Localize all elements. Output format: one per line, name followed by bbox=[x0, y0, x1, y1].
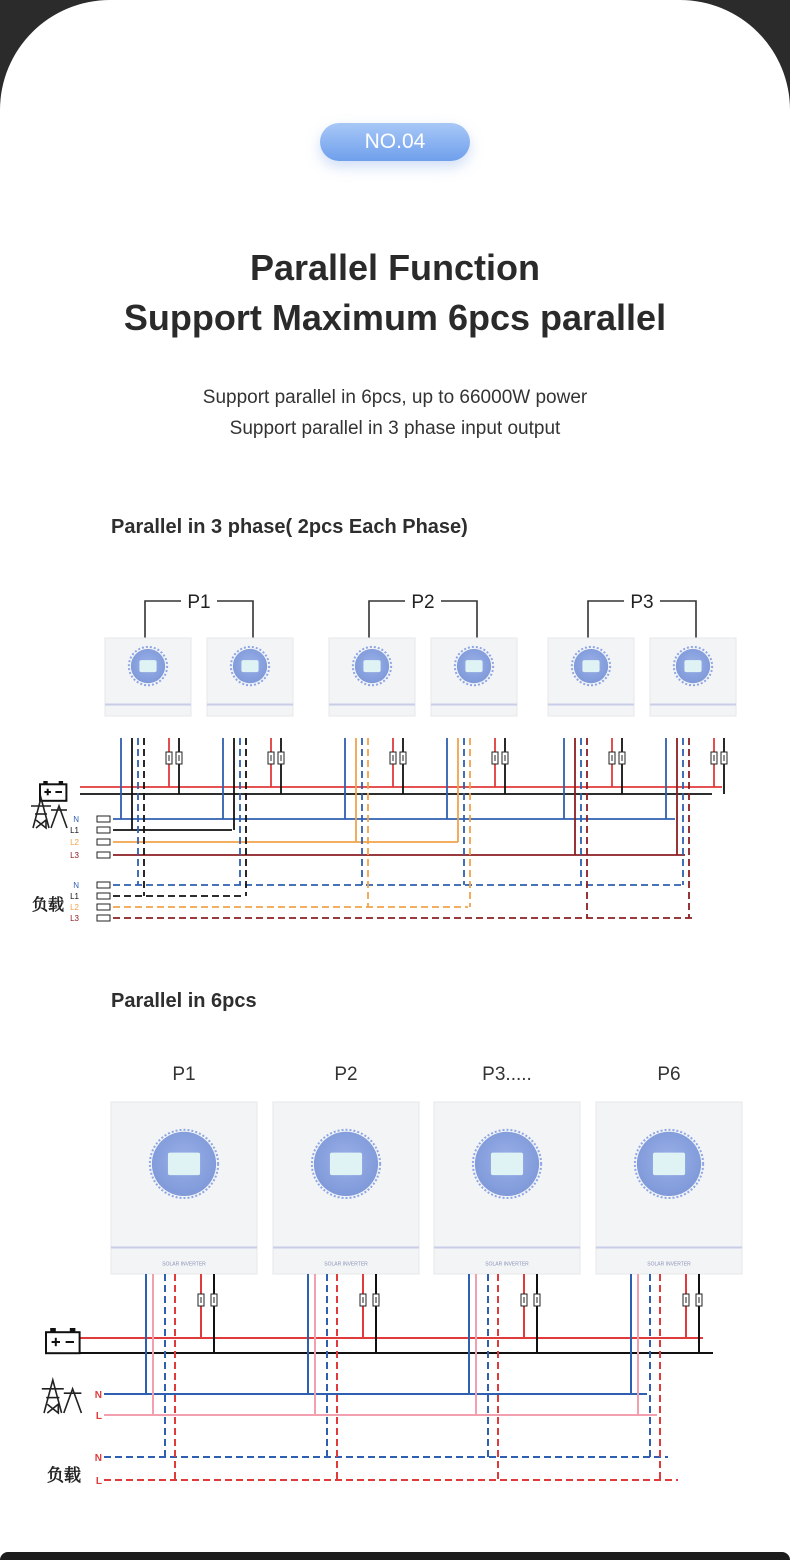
breaker-icon bbox=[166, 752, 172, 764]
breaker-icon bbox=[721, 752, 727, 764]
battery-icon bbox=[40, 781, 66, 801]
inverter-unit-6pcs-2 bbox=[273, 1102, 419, 1274]
lcd-screen bbox=[241, 660, 258, 672]
bottom-edge bbox=[0, 1552, 790, 1560]
breaker-icon bbox=[696, 1294, 702, 1306]
battery-icon bbox=[46, 1328, 80, 1353]
breaker-icon bbox=[211, 1294, 217, 1306]
grid-line-label-n: N bbox=[73, 815, 79, 824]
battery-terminal bbox=[50, 1328, 56, 1332]
inverter-stripe bbox=[273, 1246, 419, 1248]
breaker-icon bbox=[198, 1294, 204, 1306]
inverter-unit-3phase-5 bbox=[548, 638, 634, 716]
load-line-label-l1: L1 bbox=[70, 892, 79, 901]
inverter-unit-3phase-3 bbox=[329, 638, 415, 716]
group-label-p2: P2 bbox=[411, 592, 435, 613]
load-terminal-connector bbox=[97, 915, 110, 921]
breaker-icon bbox=[619, 752, 625, 764]
grid-terminal-connector bbox=[97, 852, 110, 858]
breaker-icon bbox=[534, 1294, 540, 1306]
lcd-screen bbox=[363, 660, 380, 672]
load-line-label-n: N bbox=[73, 881, 79, 890]
inverter-unit-6pcs-1 bbox=[111, 1102, 257, 1274]
section-heading-6pcs: Parallel in 6pcs bbox=[111, 990, 257, 1012]
grid-line-label-l3: L3 bbox=[70, 851, 79, 860]
inverter-unit-3phase-6 bbox=[650, 638, 736, 716]
grid-terminal-connector bbox=[97, 816, 110, 822]
grid-line-label-l1: L1 bbox=[70, 826, 79, 835]
breaker-icon bbox=[609, 752, 615, 764]
inverter-unit-3phase-2 bbox=[207, 638, 293, 716]
grid-tower-icon bbox=[42, 1380, 82, 1413]
battery-terminal bbox=[43, 781, 47, 784]
group-bracket bbox=[588, 601, 624, 638]
breaker-icon bbox=[268, 752, 274, 764]
breaker-icon bbox=[360, 1294, 366, 1306]
lcd-screen bbox=[139, 660, 156, 672]
page-title-line-2: Support Maximum 6pcs parallel bbox=[123, 297, 667, 338]
breaker-icon bbox=[373, 1294, 379, 1306]
lcd-screen bbox=[465, 660, 482, 672]
breaker-icon bbox=[176, 752, 182, 764]
group-bracket bbox=[441, 601, 477, 638]
breaker-icon bbox=[521, 1294, 527, 1306]
breaker-icon bbox=[390, 752, 396, 764]
inverter-unit-6pcs-4 bbox=[596, 1102, 742, 1274]
inverter-stripe bbox=[329, 704, 415, 706]
grid-line-label-n: N bbox=[94, 1390, 102, 1401]
breaker-icon bbox=[278, 752, 284, 764]
battery-terminal bbox=[59, 781, 63, 784]
grid-tower-icon bbox=[31, 798, 67, 828]
grid-terminal-connector bbox=[97, 827, 110, 833]
inverter-stripe bbox=[207, 704, 293, 706]
load-line-label-l3: L3 bbox=[70, 914, 79, 923]
inverter-unit-3phase-1 bbox=[105, 638, 191, 716]
load-line-label-l2: L2 bbox=[70, 903, 79, 912]
group-bracket bbox=[660, 601, 696, 638]
lcd-screen bbox=[653, 1153, 685, 1175]
inverter-stripe bbox=[105, 704, 191, 706]
section-heading-3phase: Parallel in 3 phase( 2pcs Each Phase) bbox=[111, 516, 468, 538]
section-number-badge: NO.04 bbox=[320, 123, 470, 161]
group-bracket bbox=[369, 601, 405, 638]
battery-body bbox=[46, 1332, 80, 1353]
load-label: 负载 bbox=[47, 1466, 81, 1485]
tower-lattice bbox=[36, 820, 46, 828]
unit-caption: SOLAR INVERTER bbox=[647, 1261, 691, 1268]
group-label-p1: P1 bbox=[187, 592, 211, 613]
lcd-screen bbox=[684, 660, 701, 672]
lcd-screen bbox=[168, 1153, 200, 1175]
unit-label-1: P1 bbox=[172, 1064, 196, 1085]
unit-caption: SOLAR INVERTER bbox=[485, 1261, 529, 1268]
unit-caption: SOLAR INVERTER bbox=[162, 1261, 206, 1268]
page-title-line-1: Parallel Function bbox=[249, 247, 541, 288]
inverter-stripe bbox=[548, 704, 634, 706]
three-phase-wiring-diagram bbox=[0, 560, 790, 940]
load-terminal-connector bbox=[97, 882, 110, 888]
lcd-screen bbox=[491, 1153, 523, 1175]
grid-terminal-connector bbox=[97, 839, 110, 845]
breaker-icon bbox=[502, 752, 508, 764]
unit-caption: SOLAR INVERTER bbox=[324, 1261, 368, 1268]
breaker-icon bbox=[400, 752, 406, 764]
lcd-screen bbox=[330, 1153, 362, 1175]
load-label: 负载 bbox=[31, 897, 65, 914]
unit-label-3: P3..... bbox=[482, 1064, 532, 1085]
tower-lattice bbox=[47, 1404, 58, 1413]
load-terminal-connector bbox=[97, 904, 110, 910]
lcd-screen bbox=[582, 660, 599, 672]
load-line-label-l: L bbox=[95, 1476, 102, 1487]
breaker-icon bbox=[492, 752, 498, 764]
grid-line-label-l2: L2 bbox=[70, 838, 79, 847]
subtitle-line-1: Support parallel in 6pcs, up to 66000W power bbox=[202, 387, 588, 408]
subtitle-line-2: Support parallel in 3 phase input output bbox=[229, 418, 561, 439]
unit-label-4: P6 bbox=[657, 1064, 681, 1085]
six-unit-wiring-diagram bbox=[0, 1050, 790, 1490]
group-label-p3: P3 bbox=[630, 592, 654, 613]
inverter-unit-6pcs-3 bbox=[434, 1102, 580, 1274]
breaker-icon bbox=[711, 752, 717, 764]
inverter-stripe bbox=[650, 704, 736, 706]
battery-body bbox=[40, 784, 66, 801]
grid-line-label-l: L bbox=[95, 1411, 102, 1422]
inverter-stripe bbox=[434, 1246, 580, 1248]
breaker-icon bbox=[683, 1294, 689, 1306]
group-bracket bbox=[145, 601, 181, 638]
inverter-stripe bbox=[431, 704, 517, 706]
inverter-stripe bbox=[596, 1246, 742, 1248]
load-terminal-connector bbox=[97, 893, 110, 899]
load-line-label-n: N bbox=[94, 1453, 102, 1464]
battery-terminal bbox=[70, 1328, 76, 1332]
group-bracket bbox=[217, 601, 253, 638]
inverter-unit-3phase-4 bbox=[431, 638, 517, 716]
unit-label-2: P2 bbox=[334, 1064, 358, 1085]
inverter-stripe bbox=[111, 1246, 257, 1248]
